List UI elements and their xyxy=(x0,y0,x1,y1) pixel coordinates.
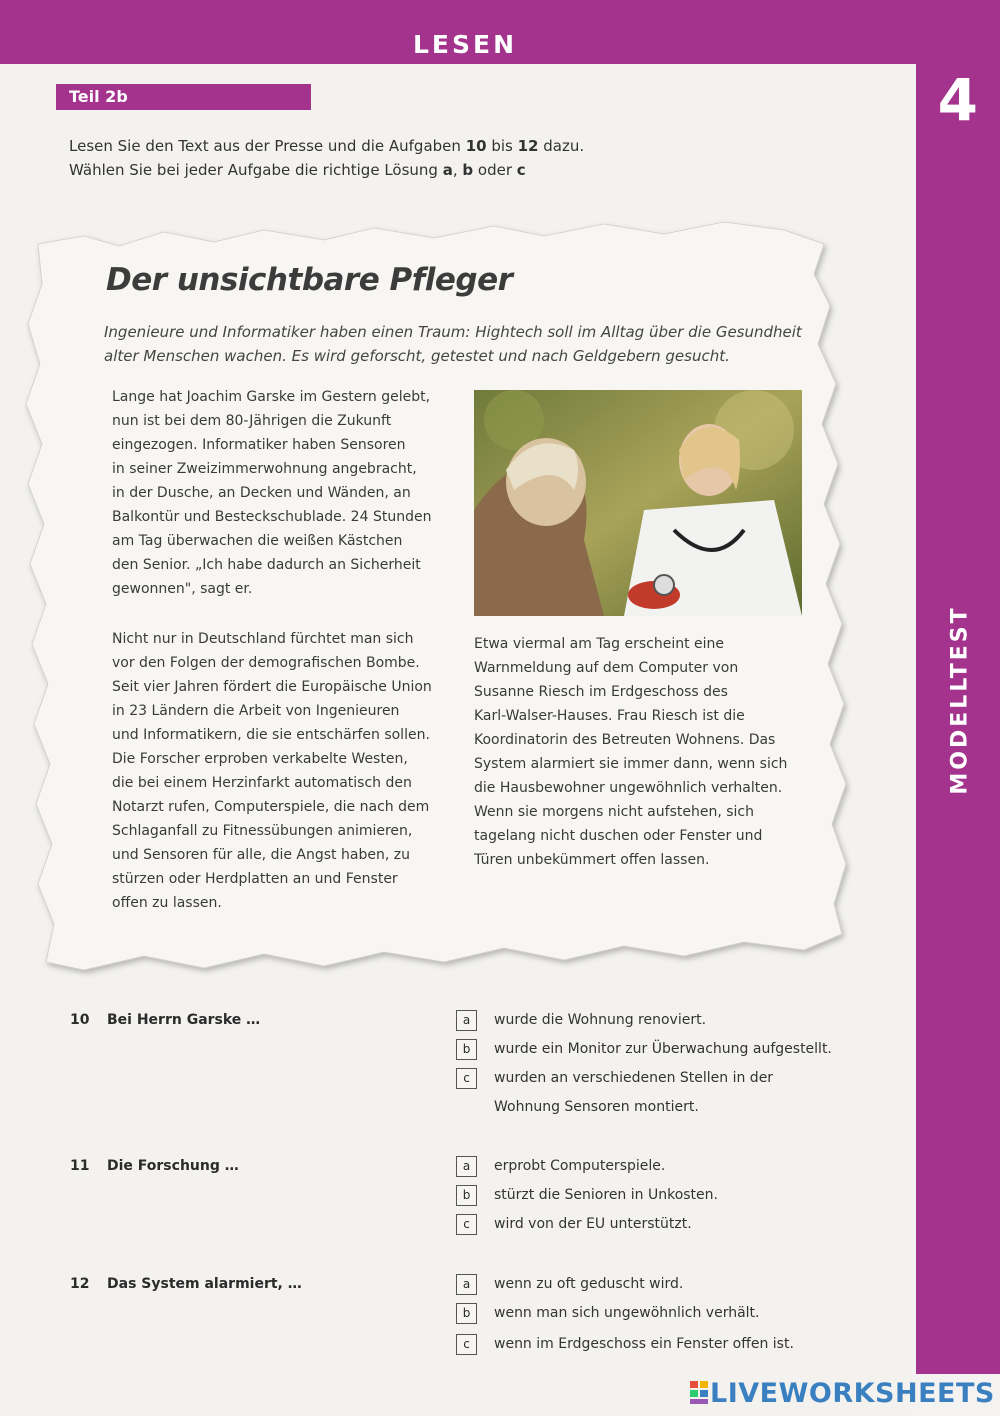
question-number: 10 xyxy=(70,1012,90,1028)
article-title: Der unsichtbare Pfleger xyxy=(106,262,513,298)
option-box-12c[interactable]: c xyxy=(456,1334,477,1355)
text-line: Nicht nur in Deutschland fürchtet man sich xyxy=(112,631,414,647)
option-box-10c[interactable]: c xyxy=(456,1068,477,1089)
text-line: eingezogen. Informatiker haben Sensoren xyxy=(112,437,406,453)
option-box-10b[interactable]: b xyxy=(456,1039,477,1060)
text-line: gewonnen", sagt er. xyxy=(112,581,253,597)
question-stem: Die Forschung … xyxy=(107,1158,239,1174)
text-line: Türen unbekümmert offen lassen. xyxy=(474,852,710,868)
logo-text: LIVEWORKSHEETS xyxy=(710,1378,995,1409)
question-number: 11 xyxy=(70,1158,90,1174)
text-line: Etwa viermal am Tag erscheint eine xyxy=(474,636,725,652)
option-text: stürzt die Senioren in Unkosten. xyxy=(494,1187,718,1203)
text-line: Die Forscher erproben verkabelte Westen, xyxy=(112,751,408,767)
text-line: und Informatikern, die sie entschärfen sollen. xyxy=(112,727,430,743)
liveworksheets-logo xyxy=(690,1378,995,1409)
option-text: erprobt Computerspiele. xyxy=(494,1158,666,1174)
text-line: in seiner Zweizimmerwohnung angebracht, xyxy=(112,461,417,477)
text-line: stürzen oder Herdplatten an und Fenster xyxy=(112,871,398,887)
instruction-line-2: Wählen Sie bei jeder Aufgabe die richtige Lösung a, b oder c xyxy=(69,161,526,179)
text-line: den Senior. „Ich habe dadurch an Sicherheit xyxy=(112,557,421,573)
option-text: wenn im Erdgeschoss ein Fenster offen ist. xyxy=(494,1336,794,1352)
option-box-11b[interactable]: b xyxy=(456,1185,477,1206)
option-box-12a[interactable]: a xyxy=(456,1274,477,1295)
text-line: und Sensoren für alle, die Angst haben, zu xyxy=(112,847,410,863)
liveworksheets-icon xyxy=(690,1379,708,1405)
option-box-12b[interactable]: b xyxy=(456,1303,477,1324)
text-line: Notarzt rufen, Computerspiele, die nach dem xyxy=(112,799,430,815)
option-text: wurde ein Monitor zur Überwachung aufgestellt. xyxy=(494,1041,832,1057)
option-box-10a[interactable]: a xyxy=(456,1010,477,1031)
option-text-continued: Wohnung Sensoren montiert. xyxy=(494,1099,699,1115)
instructions xyxy=(69,134,584,182)
option-text: wenn man sich ungewöhnlich verhält. xyxy=(494,1305,760,1321)
text-line: am Tag überwachen die weißen Kästchen xyxy=(112,533,403,549)
question-stem: Das System alarmiert, … xyxy=(107,1276,302,1292)
text-line: in 23 Ländern die Arbeit von Ingenieuren xyxy=(112,703,400,719)
article-col1-p2 xyxy=(112,627,432,915)
text-line: nun ist bei dem 80-Jährigen die Zukunft xyxy=(112,413,392,429)
text-line: vor den Folgen der demografischen Bombe. xyxy=(112,655,420,671)
chapter-number: 4 xyxy=(937,66,978,134)
option-text: wird von der EU unterstützt. xyxy=(494,1216,692,1232)
text-line: Susanne Riesch im Erdgeschoss des xyxy=(474,684,728,700)
text-line: offen zu lassen. xyxy=(112,895,222,911)
text-line: Schlaganfall zu Fitnessübungen animieren, xyxy=(112,823,413,839)
option-box-11c[interactable]: c xyxy=(456,1214,477,1235)
part-label: Teil 2b xyxy=(56,84,311,110)
article-lead: Ingenieure und Informatiker haben einen Traum: Hightech soll im Alltag über die Gesundheit alter Menschen wachen. Es wird geforscht, getestet und nach Geldgebern gesucht. xyxy=(104,323,802,365)
photo-illustration xyxy=(474,390,802,616)
option-text: wurden an verschiedenen Stellen in der xyxy=(494,1070,774,1086)
text-line: die bei einem Herzinfarkt automatisch den xyxy=(112,775,412,791)
article-col2-p1 xyxy=(474,632,787,872)
text-line: die Hausbewohner ungewöhnlich verhalten. xyxy=(474,780,783,796)
text-line: Wenn sie morgens nicht aufstehen, sich xyxy=(474,804,754,820)
text-line: tagelang nicht duschen oder Fenster und xyxy=(474,828,763,844)
instruction-line-1: Lesen Sie den Text aus der Presse und die Aufgaben 10 bis 12 dazu. xyxy=(69,137,585,155)
question-number: 12 xyxy=(70,1276,90,1292)
text-line: Balkontür und Besteckschublade. 24 Stunden xyxy=(112,509,432,525)
text-line: Koordinatorin des Betreuten Wohnens. Das xyxy=(474,732,776,748)
option-text: wenn zu oft geduscht wird. xyxy=(494,1276,684,1292)
option-text: wurde die Wohnung renoviert. xyxy=(494,1012,707,1028)
section-title: LESEN xyxy=(412,30,517,59)
text-line: System alarmiert sie immer dann, wenn sich xyxy=(474,756,788,772)
text-line: Warnmeldung auf dem Computer von xyxy=(474,660,739,676)
question-stem: Bei Herrn Garske … xyxy=(107,1012,261,1028)
article-col1-p1 xyxy=(112,385,431,601)
option-box-11a[interactable]: a xyxy=(456,1156,477,1177)
text-line: in der Dusche, an Decken und Wänden, an xyxy=(112,485,411,501)
text-line: Lange hat Joachim Garske im Gestern gelebt, xyxy=(112,389,431,405)
text-line: Seit vier Jahren fördert die Europäische Union xyxy=(112,679,432,695)
article-photo xyxy=(474,390,802,616)
text-line: Karl-Walser-Hauses. Frau Riesch ist die xyxy=(474,708,745,724)
header-bar xyxy=(0,0,1000,64)
side-label: MODELLTEST xyxy=(947,605,973,795)
